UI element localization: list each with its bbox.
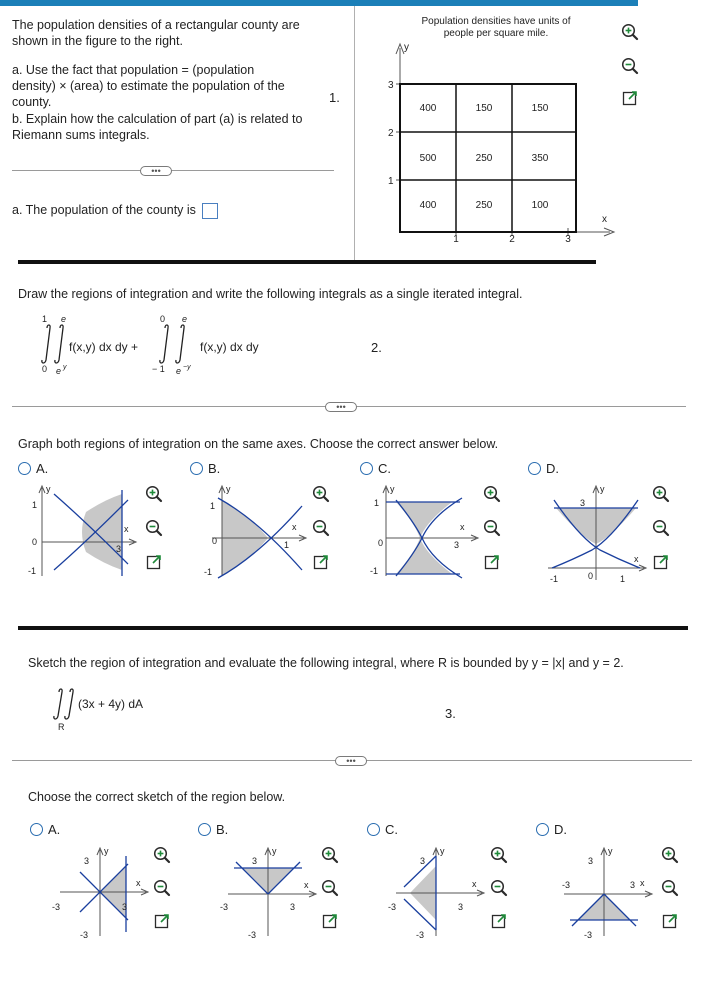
zoom-in-icon[interactable] bbox=[320, 845, 340, 865]
int1-inner-upper: e bbox=[61, 314, 67, 324]
zoom-in-icon[interactable] bbox=[144, 484, 164, 504]
p3-option-b-radio[interactable] bbox=[198, 823, 211, 836]
section-separator-1 bbox=[18, 260, 596, 264]
y-label: y bbox=[226, 484, 231, 494]
p3-graph-c[interactable] bbox=[386, 842, 492, 942]
y-axis-label: y bbox=[404, 42, 409, 53]
zoom-in-icon[interactable] bbox=[152, 845, 172, 865]
y-tick-label-3: 3 bbox=[388, 80, 394, 91]
x-tick-left: -3 bbox=[52, 902, 61, 912]
int2-outer-sign bbox=[160, 325, 168, 363]
region-label: R bbox=[58, 722, 65, 732]
population-answer-row bbox=[12, 202, 218, 219]
p2-graph-d[interactable] bbox=[540, 482, 652, 592]
panel-vertical-divider bbox=[354, 6, 355, 262]
int1-inner-lower: e bbox=[56, 366, 62, 374]
integrand: (3x + 4y) dA bbox=[78, 697, 144, 711]
problem3-instruction: Sketch the region of integration and evaluate the following integral, where R is bounded by y = |x| and y = 2. bbox=[28, 656, 624, 670]
x-axis-label: x bbox=[602, 214, 607, 225]
popout-icon[interactable] bbox=[482, 552, 502, 572]
expand-ellipsis-button[interactable]: ••• bbox=[335, 756, 367, 766]
y-label: y bbox=[608, 846, 613, 856]
x-tick-label-2: 2 bbox=[509, 234, 515, 245]
int1-inner-lower-sup: y bbox=[63, 364, 67, 371]
y-tick-top: 1 bbox=[32, 500, 38, 510]
y-tick-zero: 0 bbox=[212, 536, 218, 546]
zoom-out-icon[interactable] bbox=[651, 518, 671, 538]
y-tick-top: 1 bbox=[210, 501, 216, 511]
zoom-in-icon[interactable] bbox=[651, 484, 671, 504]
zoom-in-icon[interactable] bbox=[311, 484, 331, 504]
zoom-out-icon[interactable] bbox=[620, 56, 640, 76]
popout-icon[interactable] bbox=[152, 911, 172, 931]
zoom-out-icon[interactable] bbox=[320, 878, 340, 898]
density-cell: 350 bbox=[531, 153, 549, 164]
popout-icon[interactable] bbox=[320, 911, 340, 931]
density-cell: 100 bbox=[531, 200, 549, 211]
int2-inner-sign bbox=[176, 325, 184, 363]
y-tick-top: 3 bbox=[252, 856, 258, 866]
y-tick-bottom: -1 bbox=[204, 567, 213, 577]
problem3-integral-expression bbox=[50, 686, 190, 732]
density-cell: 500 bbox=[419, 153, 437, 164]
integral-sign bbox=[54, 689, 62, 719]
problem2-instruction: Draw the regions of integration and write the following integrals as a single iterated integral. bbox=[18, 287, 523, 301]
zoom-in-icon[interactable] bbox=[660, 845, 680, 865]
p2-option-a-label: A. bbox=[36, 461, 49, 476]
x-tick-zero: 0 bbox=[588, 571, 594, 581]
p3-option-d-label: D. bbox=[554, 822, 567, 837]
population-answer-prompt: a. The population of the county is bbox=[12, 203, 196, 217]
p3-graph-b[interactable] bbox=[218, 842, 324, 942]
y-tick-top: 3 bbox=[580, 498, 586, 508]
y-tick-top: 3 bbox=[588, 856, 594, 866]
x-label: x bbox=[124, 524, 129, 534]
y-tick-zero: 0 bbox=[32, 537, 38, 547]
p3-option-b-label: B. bbox=[216, 822, 229, 837]
p2-option-d-radio[interactable] bbox=[528, 462, 541, 475]
int2-inner-lower: e bbox=[176, 366, 182, 374]
zoom-out-icon[interactable] bbox=[482, 518, 502, 538]
popout-icon[interactable] bbox=[144, 552, 164, 572]
y-tick-bottom: -3 bbox=[416, 930, 425, 940]
p3-option-c-label: C. bbox=[385, 822, 398, 837]
x-tick-left: -3 bbox=[562, 880, 571, 890]
p2-option-c-radio[interactable] bbox=[360, 462, 373, 475]
y-tick-bottom: -1 bbox=[370, 566, 379, 576]
density-cell: 250 bbox=[475, 200, 493, 211]
x-tick-label-3: 3 bbox=[565, 234, 571, 245]
density-cell: 400 bbox=[419, 200, 437, 211]
int2-inner-upper: e bbox=[182, 314, 188, 324]
integral-sign bbox=[65, 689, 73, 719]
popout-icon[interactable] bbox=[489, 911, 509, 931]
x-label: x bbox=[460, 522, 465, 532]
x-label: x bbox=[136, 878, 141, 888]
problem3-number: 3. bbox=[445, 706, 456, 721]
accent-bar bbox=[0, 0, 638, 6]
p3-option-c[interactable] bbox=[367, 822, 398, 837]
p2-option-b-label: B. bbox=[208, 461, 221, 476]
zoom-out-icon[interactable] bbox=[489, 878, 509, 898]
population-density-figure bbox=[370, 12, 620, 260]
x-label: x bbox=[472, 879, 477, 889]
int2-outer-upper: 0 bbox=[160, 314, 166, 324]
y-tick-zero: 0 bbox=[378, 538, 384, 548]
density-cell: 150 bbox=[475, 103, 493, 114]
x-tick-right: 3 bbox=[290, 902, 296, 912]
problem1-part-a: a. Use the fact that population = (population density) × (area) to estimate the population of the county. bbox=[12, 63, 285, 109]
int2-inner-lower-sup: −y bbox=[183, 364, 191, 371]
popout-icon[interactable] bbox=[620, 88, 640, 108]
p2-option-c-label: C. bbox=[378, 461, 391, 476]
zoom-in-icon[interactable] bbox=[482, 484, 502, 504]
x-tick: 3 bbox=[116, 544, 122, 554]
p3-graph-d[interactable] bbox=[554, 842, 660, 942]
x-label: x bbox=[634, 554, 639, 564]
p3-option-b[interactable] bbox=[198, 822, 228, 837]
y-tick-bottom: -3 bbox=[80, 930, 89, 940]
p3-graph-a[interactable] bbox=[50, 842, 156, 942]
int2-outer-lower: − 1 bbox=[152, 364, 165, 374]
x-tick-right: 3 bbox=[458, 902, 464, 912]
int1-integrand: f(x,y) dx dy + bbox=[69, 340, 139, 354]
p2-graph-c[interactable] bbox=[370, 482, 482, 582]
problem1-intro: The population densities of a rectangular county are shown in the figure to the right. bbox=[12, 18, 300, 48]
p3-option-d-radio[interactable] bbox=[536, 823, 549, 836]
x-label: x bbox=[304, 880, 309, 890]
x-tick-label-1: 1 bbox=[453, 234, 459, 245]
p2-option-c[interactable] bbox=[360, 461, 391, 476]
y-tick-label-2: 2 bbox=[388, 128, 394, 139]
zoom-out-icon[interactable] bbox=[311, 518, 331, 538]
x-tick: 3 bbox=[454, 540, 460, 550]
x-tick: 1 bbox=[284, 540, 290, 550]
problem1-number: 1. bbox=[329, 90, 340, 105]
zoom-out-icon[interactable] bbox=[152, 878, 172, 898]
p3-option-a[interactable] bbox=[30, 822, 60, 837]
problem1-part-b: b. Explain how the calculation of part (a) is related to Riemann sums integrals. bbox=[12, 112, 303, 142]
region-shading bbox=[82, 494, 122, 570]
problem3-choose-prompt: Choose the correct sketch of the region below. bbox=[28, 790, 286, 804]
problem1-divider bbox=[12, 170, 334, 171]
int1-outer-lower: 0 bbox=[42, 364, 48, 374]
x-tick-left: -3 bbox=[220, 902, 229, 912]
p3-option-a-radio[interactable] bbox=[30, 823, 43, 836]
zoom-in-icon[interactable] bbox=[620, 22, 640, 42]
y-tick-bottom: -3 bbox=[584, 930, 593, 940]
y-tick-bottom: -1 bbox=[28, 566, 37, 576]
zoom-in-icon[interactable] bbox=[489, 845, 509, 865]
p3-option-d[interactable] bbox=[536, 822, 567, 837]
popout-icon[interactable] bbox=[660, 911, 680, 931]
y-label: y bbox=[440, 846, 445, 856]
p2-option-b[interactable] bbox=[190, 461, 220, 476]
y-label: y bbox=[104, 846, 109, 856]
figure-title-line2: people per square mile. bbox=[443, 28, 549, 39]
popout-icon[interactable] bbox=[311, 552, 331, 572]
p2-graph-b[interactable] bbox=[198, 482, 310, 582]
x-tick-left: -1 bbox=[550, 574, 559, 584]
density-cell: 400 bbox=[419, 103, 437, 114]
x-tick-right: 1 bbox=[620, 574, 626, 584]
expand-ellipsis-button[interactable]: ••• bbox=[140, 166, 172, 176]
x-label: x bbox=[292, 522, 297, 532]
figure-title-line1: Population densities have units of bbox=[421, 16, 571, 27]
p2-option-d-label: D. bbox=[546, 461, 559, 476]
y-label: y bbox=[600, 484, 605, 494]
y-label: y bbox=[272, 846, 277, 856]
y-label: y bbox=[390, 484, 395, 494]
p2-option-b-radio[interactable] bbox=[190, 462, 203, 475]
y-tick-top: 3 bbox=[420, 856, 426, 866]
int2-integrand: f(x,y) dx dy bbox=[200, 340, 259, 354]
int1-outer-upper: 1 bbox=[42, 314, 48, 324]
x-tick-left: -3 bbox=[388, 902, 397, 912]
expand-ellipsis-button[interactable]: ••• bbox=[325, 402, 357, 412]
problem2-number: 2. bbox=[371, 340, 382, 355]
int1-inner-sign bbox=[55, 325, 63, 363]
problem2-graph-instruction: Graph both regions of integration on the same axes. Choose the correct answer below. bbox=[18, 437, 499, 451]
x-tick-right: 3 bbox=[122, 902, 128, 912]
section-separator-2 bbox=[18, 626, 688, 630]
popout-icon[interactable] bbox=[651, 552, 671, 572]
y-tick-top: 1 bbox=[374, 498, 380, 508]
y-label: y bbox=[46, 484, 51, 494]
density-cell: 250 bbox=[475, 153, 493, 164]
y-tick-label-1: 1 bbox=[388, 176, 394, 187]
problem2-integral-expression bbox=[36, 308, 296, 374]
p2-option-a-radio[interactable] bbox=[18, 462, 31, 475]
y-tick-bottom: -3 bbox=[248, 930, 257, 940]
int1-outer-sign bbox=[42, 325, 50, 363]
y-tick-top: 3 bbox=[84, 856, 90, 866]
p3-option-c-radio[interactable] bbox=[367, 823, 380, 836]
zoom-out-icon[interactable] bbox=[144, 518, 164, 538]
p3-option-a-label: A. bbox=[48, 822, 61, 837]
population-answer-input[interactable] bbox=[202, 203, 218, 219]
p2-graph-a[interactable] bbox=[28, 482, 140, 582]
zoom-out-icon[interactable] bbox=[660, 878, 680, 898]
p2-option-a[interactable] bbox=[18, 461, 48, 476]
p2-option-d[interactable] bbox=[528, 461, 559, 476]
x-tick-right: 3 bbox=[630, 880, 636, 890]
density-cell: 150 bbox=[531, 103, 549, 114]
x-label: x bbox=[640, 878, 645, 888]
